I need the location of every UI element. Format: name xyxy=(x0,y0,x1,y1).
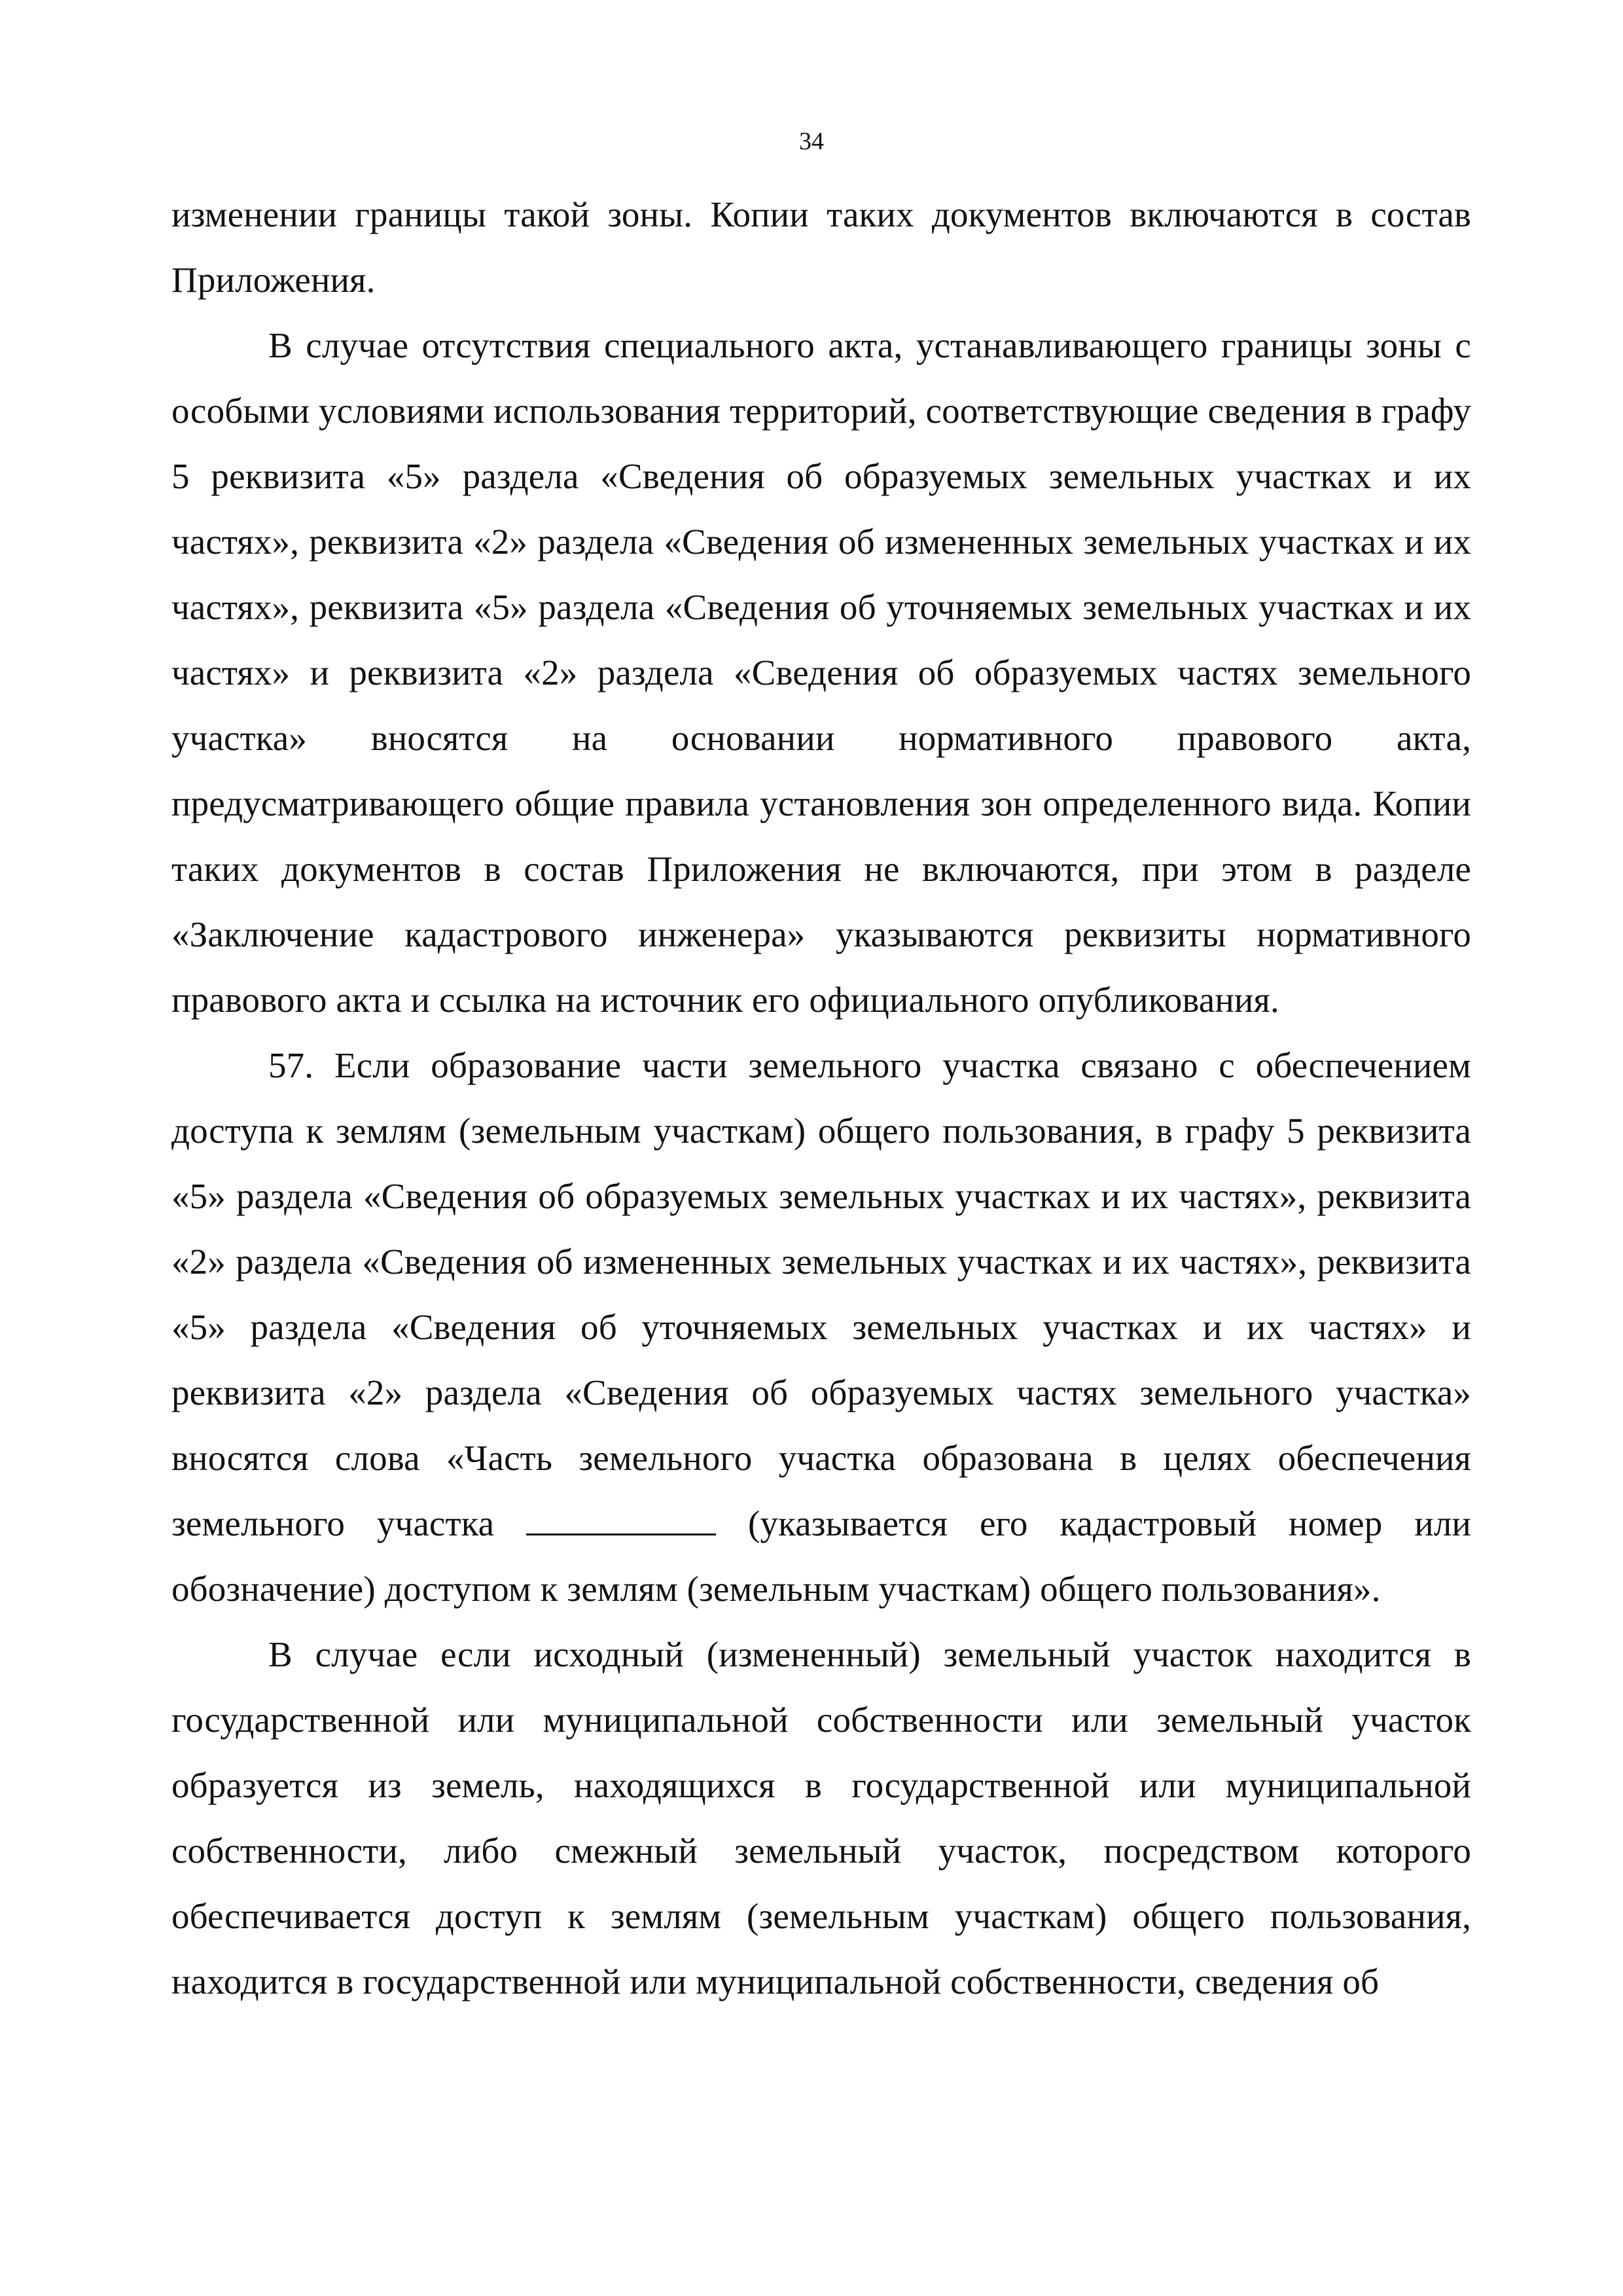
paragraph-state-ownership: В случае если исходный (измененный) земельный участок находится в государственной или муниципальной собственности или земельный участок образуется из земель, находящихся в государственной или муниципальной собственности, либо смежный земельный участок, посредством которого обеспечивается доступ к землям (земельным участкам) общего пользования, находится в государственной или муниципальной собственности, сведения об xyxy=(171,1634,1471,2001)
paragraph-item-57 xyxy=(171,1033,1471,1622)
document-body xyxy=(171,182,1471,2015)
item-57-text-after-blank: (указывается его кадастровый номер или обозначение) доступом к землям (земельным участкам) общего пользования». xyxy=(171,1503,1472,1609)
paragraph-continuation: изменении границы такой зоны. Копии таких документов включаются в состав Приложения. xyxy=(171,194,1471,300)
page-number: 34 xyxy=(799,128,824,155)
paragraph-special-act-absence: В случае отсутствия специального акта, устанавливающего границы зоны с особыми условиями использования территорий, соответствующие сведения в графу 5 реквизита «5» раздела «Сведения об образуемых земельных участках и их частях», реквизита «2» раздела «Сведения об измененных земельных участках и их частях», реквизита «5» раздела «Сведения об уточняемых земельных участках и их частях» и реквизита «2» раздела «Сведения об образуемых частях земельного участка» вносятся на основании нормативного правового акта, предусматривающего общие правила установления зон определенного вида. Копии таких документов в состав Приложения не включаются, при этом в разделе «Заключение кадастрового инженера» указываются реквизиты нормативного правового акта и ссылка на источник его официального опубликования. xyxy=(171,325,1471,1020)
blank-fill-line xyxy=(526,1505,716,1535)
item-57-text-before-blank: 57. Если образование части земельного участка связано с обеспечением доступа к землям (земельным участкам) общего пользования, в графу 5 реквизита «5» раздела «Сведения об образуемых земельных участках и их частях», реквизита «2» раздела «Сведения об измененных земельных участках и их частях», реквизита «5» раздела «Сведения об уточняемых земельных участках и их частях» и реквизита «2» раздела «Сведения об образуемых частях земельного участка» вносятся слова «Часть земельного участка образована в целях обеспечения земельного участка xyxy=(171,1045,1471,1543)
